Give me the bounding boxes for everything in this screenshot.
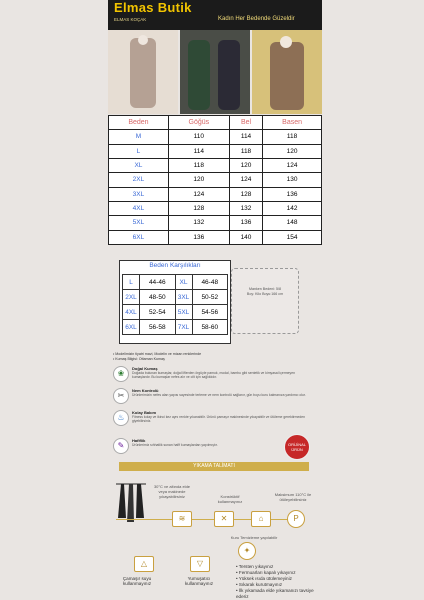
- basen-cell: 142: [263, 201, 322, 215]
- iron-icon: ⌂: [251, 511, 271, 527]
- product-notes: [113, 352, 313, 362]
- size-label: 4XL: [123, 305, 140, 320]
- gogus-cell: 124: [168, 187, 229, 201]
- model-info-text: [236, 287, 294, 297]
- table-row: [109, 158, 322, 172]
- size-label: L: [123, 275, 140, 290]
- brand-tagline: Kadın Her Bedende Güzeldir: [218, 16, 295, 22]
- feature-natural-fabric: [113, 366, 313, 388]
- feature-text: Ürünlerimiz sıhhatlik sunan hafif kumaşlardan yapılmıştır.: [132, 443, 218, 447]
- table-row: [109, 130, 322, 144]
- size-cell: M: [109, 130, 169, 144]
- feature-lightness: [113, 438, 313, 460]
- size-range: 44-46: [140, 275, 176, 290]
- gogus-cell: 114: [168, 144, 229, 158]
- table-row: [109, 187, 322, 201]
- basen-cell: 120: [263, 144, 322, 158]
- size-cell: 5XL: [109, 216, 169, 230]
- basen-cell: 154: [263, 230, 322, 244]
- table-row: [123, 305, 228, 320]
- size-label: 6XL: [123, 320, 140, 335]
- bulb-icon: ✦: [238, 542, 256, 560]
- list-item: • Tersten yıkayınız: [236, 564, 274, 569]
- bel-cell: 118: [229, 144, 262, 158]
- dry-clean-icon: P: [287, 510, 305, 528]
- no-bleach-icon: △: [134, 556, 154, 572]
- washing-icon: ♨: [113, 410, 129, 426]
- gogus-cell: 110: [168, 130, 229, 144]
- table-row: [109, 173, 322, 187]
- table-row: [123, 275, 228, 290]
- feature-text: Doğada bulunan kumaşlar, doğal liflerden örgüyle pamuk, modal, bambu gibi sentetik ve kimyasal içermeyen kumaşlardır. Bu kumaşlar nefes alır ve cilt için sağlıklıdır.: [132, 371, 296, 380]
- no-tumble-icon: ✕: [214, 511, 234, 527]
- feature-text: Fitness kolay ve ikinci kez aynı renkte yıkanabilir. Ürünü çamaşır makinesinde yıkayabilir ve ütüleme gerektirmeden giyebilirsiniz.: [132, 415, 305, 424]
- model-height: Boy: Kilo Boyu:166 cm: [246, 292, 284, 296]
- feature-text: Ürünlerimizin nefes alan yapısı sayesinde terleme ve nem kontrolü sağlanır, gün boyu kuru kalmanıza yardımcı olur.: [132, 393, 306, 397]
- bel-cell: 124: [229, 173, 262, 187]
- size-range: 50-52: [192, 290, 228, 305]
- feature-title: Hafiflik: [132, 438, 146, 443]
- equivalence-table: [122, 274, 228, 335]
- size-label: 2XL: [123, 290, 140, 305]
- size-cell: XL: [109, 158, 169, 172]
- model-info-card: [231, 268, 299, 334]
- size-range: 46-48: [192, 275, 228, 290]
- table-row: [123, 290, 228, 305]
- basen-cell: 124: [263, 158, 322, 172]
- gogus-cell: 118: [168, 158, 229, 172]
- header-basen: Basen: [263, 116, 322, 130]
- feature-moisture-control: [113, 388, 313, 410]
- size-cell: 3XL: [109, 187, 169, 201]
- iron-text: Maksimum 110°C ile ütüleyebilirsiniz: [274, 492, 312, 502]
- wash-mode-text: Konstrüktif kullanmayınız: [217, 494, 243, 504]
- bel-cell: 114: [229, 130, 262, 144]
- table-row: [109, 216, 322, 230]
- product-photo-2[interactable]: [180, 30, 250, 114]
- wash-30-icon: ≋: [172, 511, 192, 527]
- bel-cell: 136: [229, 216, 262, 230]
- basen-cell: 118: [263, 130, 322, 144]
- stitch-icon: ✂: [113, 388, 129, 404]
- bleach-text: Çamaşır suyu kullanmayınız: [122, 576, 152, 587]
- table-row: [109, 144, 322, 158]
- model-size: Manken Bedeni: 5/8: [249, 287, 281, 291]
- wash-temp-text: 30°C ve altında elde veya makinede yıkayabilirsiniz: [153, 484, 191, 499]
- size-label: XL: [175, 275, 192, 290]
- list-item: • İlk yıkamada elde yıkamanızı tavsiye ederiz: [236, 588, 314, 599]
- basen-cell: 130: [263, 173, 322, 187]
- list-item: • Fermuarları kapalı yıkayınız: [236, 570, 296, 575]
- table-row: [109, 201, 322, 215]
- bel-cell: 128: [229, 187, 262, 201]
- care-list: [236, 564, 316, 600]
- list-item: • Yüksek ısıda ütülemeyiniz: [236, 576, 292, 581]
- brand-name: Elmas Butik: [114, 0, 192, 15]
- product-photos: [108, 30, 322, 114]
- size-range: 58-60: [192, 320, 228, 335]
- product-photo-1[interactable]: [108, 30, 178, 114]
- softener-text: Yumuşatıcı kullanmayınız: [184, 576, 214, 587]
- size-range: 48-50: [140, 290, 176, 305]
- gogus-cell: 132: [168, 216, 229, 230]
- basen-cell: 148: [263, 216, 322, 230]
- size-label: 5XL: [175, 305, 192, 320]
- list-item: • Sıkarak kurutmayınız: [236, 582, 283, 587]
- size-table-header: [109, 116, 322, 130]
- size-range: 56-58: [140, 320, 176, 335]
- size-cell: 2XL: [109, 173, 169, 187]
- bel-cell: 132: [229, 201, 262, 215]
- bel-cell: 140: [229, 230, 262, 244]
- size-range: 54-56: [192, 305, 228, 320]
- size-cell: 6XL: [109, 230, 169, 244]
- feature-easy-care: [113, 410, 313, 432]
- brand-subtitle: ELMAS KOÇAK: [114, 17, 147, 22]
- note-line: • Modelimizin tiyatri mavi, Modelin ve mizan renklerinde: [113, 352, 202, 356]
- original-product-badge: [284, 434, 310, 460]
- header-beden: Beden: [109, 116, 169, 130]
- no-softener-icon: ▽: [190, 556, 210, 572]
- size-cell: 4XL: [109, 201, 169, 215]
- header-bel: Bel: [229, 116, 262, 130]
- size-cell: L: [109, 144, 169, 158]
- note-line: • Kumaş Bilgisi: Ottaman Kumaş: [113, 357, 165, 361]
- gogus-cell: 128: [168, 201, 229, 215]
- dry-clean-text: Kuru Temizleme yapılabilir: [230, 535, 278, 540]
- basen-cell: 136: [263, 187, 322, 201]
- size-label: 3XL: [175, 290, 192, 305]
- feature-title: Nem Kontrolü: [132, 388, 159, 393]
- bel-cell: 120: [229, 158, 262, 172]
- size-range: 52-54: [140, 305, 176, 320]
- leaf-icon: ❀: [113, 366, 129, 382]
- feather-icon: ✎: [113, 438, 129, 454]
- table-row: [123, 320, 228, 335]
- size-label: 7XL: [175, 320, 192, 335]
- header-gogus: Göğüs: [168, 116, 229, 130]
- gogus-cell: 120: [168, 173, 229, 187]
- feature-title: Doğal Kumaş: [132, 366, 158, 371]
- equivalence-title: Beden Karşılıkları: [149, 262, 201, 269]
- size-equivalence-box: [119, 260, 231, 344]
- product-photo-3[interactable]: [252, 30, 322, 114]
- badge-text: ORİJİNAL ÜRÜN: [287, 442, 306, 452]
- gogus-cell: 136: [168, 230, 229, 244]
- size-table: [108, 115, 322, 245]
- table-row: [109, 230, 322, 244]
- care-banner: YIKAMA TALİMATI: [119, 462, 309, 471]
- brand-header: [108, 0, 322, 30]
- feature-title: Kolay Bakım: [132, 410, 157, 415]
